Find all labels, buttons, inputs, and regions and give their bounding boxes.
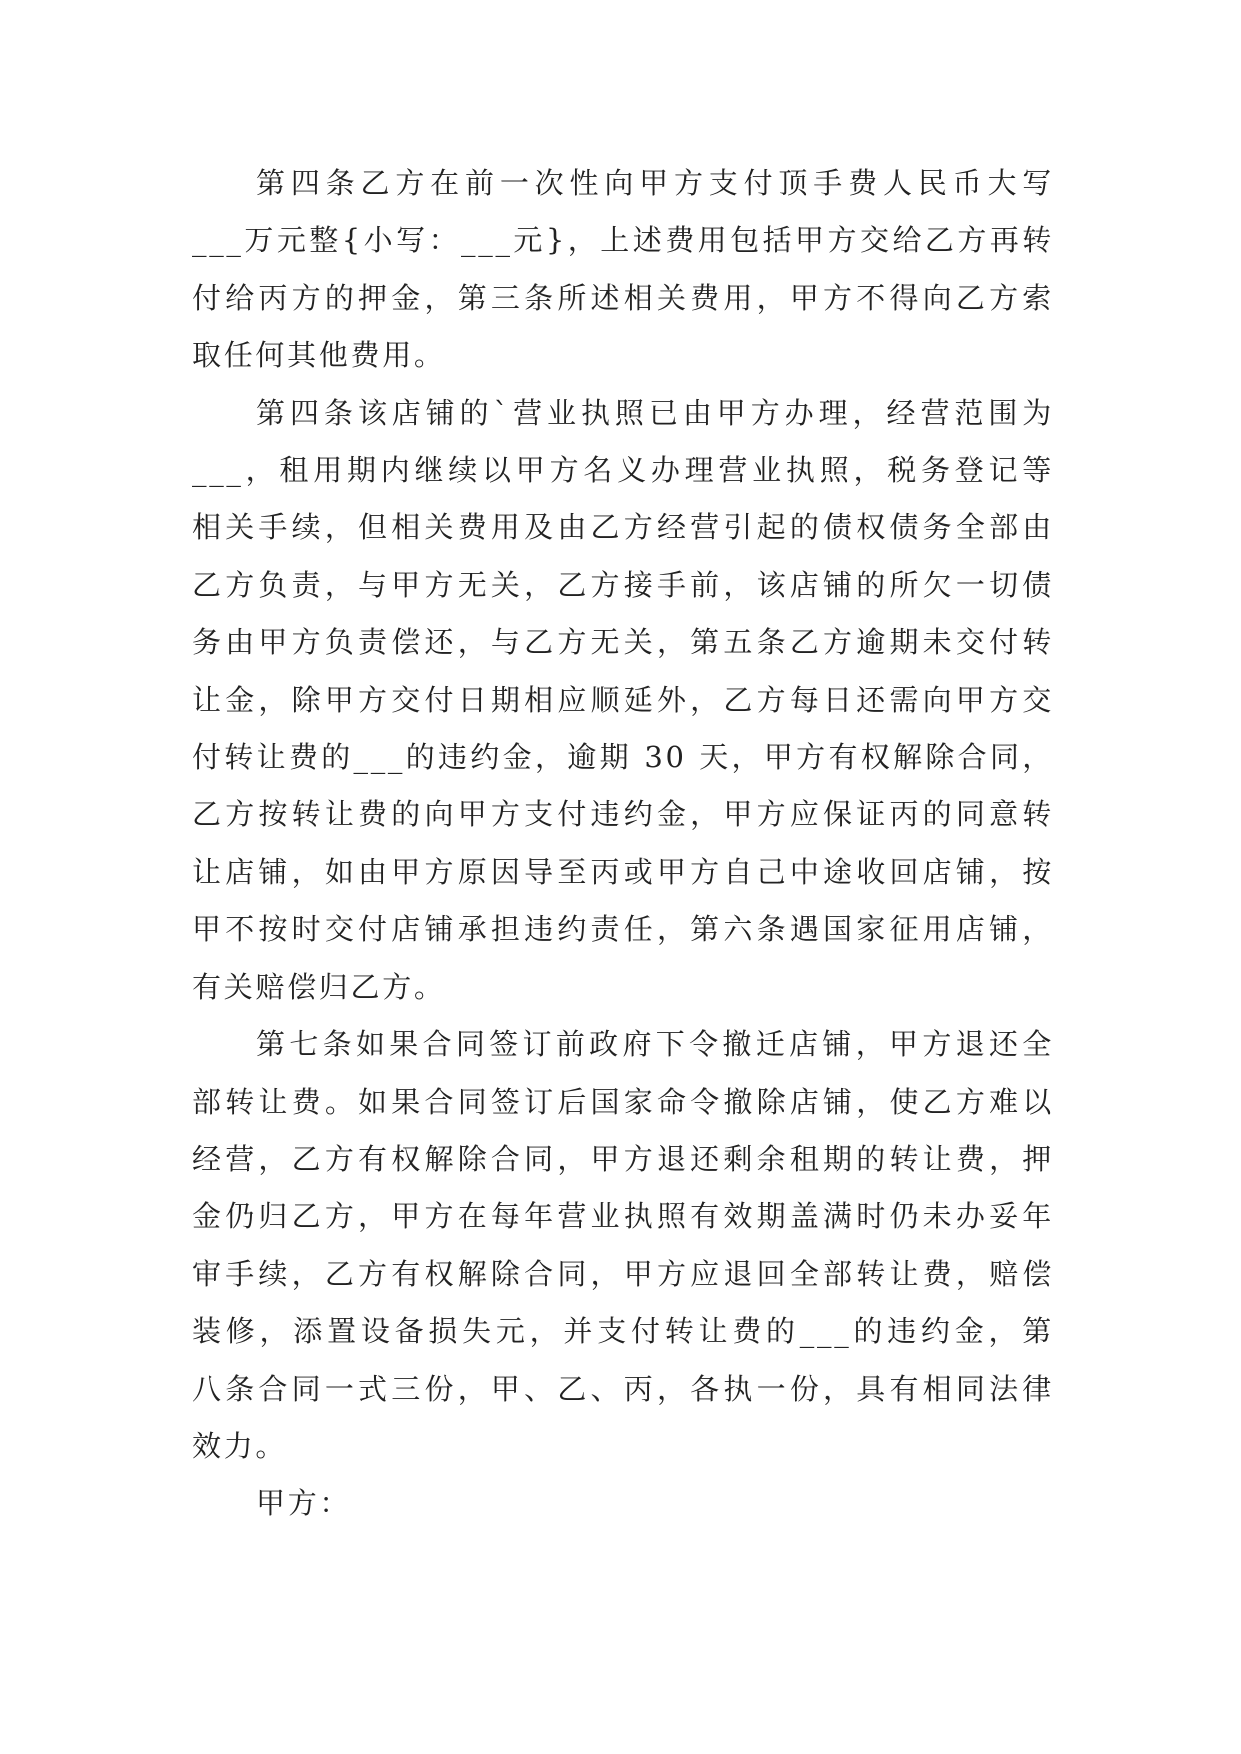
text-line: 付转让费的___的违约金，逾期 30 天，甲方有权解除合同， [192, 740, 1054, 775]
text-line: 有关赔偿归乙方。 [192, 969, 446, 1004]
text-line: 效力。 [192, 1428, 288, 1463]
paragraph-article-7 [192, 1016, 1054, 1475]
paragraph-article-4-license [192, 385, 1054, 1016]
text-line: 甲不按时交付店铺承担违约责任，第六条遇国家征用店铺， [192, 912, 1054, 947]
text-line: 金仍归乙方，甲方在每年营业执照有效期盖满时仍未办妥年 [192, 1199, 1054, 1234]
text-line: 第四条该店铺的`营业执照已由甲方办理，经营范围为 [256, 395, 1054, 430]
signature-party-a: 甲方： [256, 1486, 352, 1521]
text-line: 第四条乙方在前一次性向甲方支付顶手费人民币大写 [256, 166, 1054, 200]
text-line: 让金，除甲方交付日期相应顺延外，乙方每日还需向甲方交 [192, 682, 1054, 717]
text-line: 经营，乙方有权解除合同，甲方退还剩余租期的转让费，押 [192, 1141, 1054, 1176]
text-line: 让店铺，如由甲方原因导至丙或甲方自己中途收回店铺，按 [192, 854, 1054, 889]
text-line: 乙方负责，与甲方无关，乙方接手前，该店铺的所欠一切债 [192, 567, 1054, 602]
text-line: 第七条如果合同签订前政府下令撤迁店铺，甲方退还全 [256, 1027, 1054, 1062]
text-line: ___万元整{小写：___元}，上述费用包括甲方交给乙方再转 [192, 223, 1054, 258]
text-line: 取任何其他费用。 [192, 338, 446, 373]
text-line: ___，租用期内继续以甲方名义办理营业执照，税务登记等 [192, 453, 1054, 488]
paragraph-article-4-payment [192, 155, 1054, 385]
text-line: 相关手续，但相关费用及由乙方经营引起的债权债务全部由 [192, 510, 1054, 545]
text-line: 务由甲方负责偿还，与乙方无关，第五条乙方逾期未交付转 [192, 625, 1054, 660]
text-line: 付给丙方的押金，第三条所述相关费用，甲方不得向乙方索 [192, 280, 1054, 315]
text-line: 八条合同一式三份，甲、乙、丙，各执一份，具有相同法律 [192, 1371, 1054, 1406]
text-line: 装修，添置设备损失元，并支付转让费的___的违约金，第 [192, 1314, 1054, 1349]
text-line: 审手续，乙方有权解除合同，甲方应退回全部转让费，赔偿 [192, 1256, 1054, 1291]
text-line: 部转让费。如果合同签订后国家命令撤除店铺，使乙方难以 [192, 1084, 1054, 1119]
text-line: 乙方按转让费的向甲方支付违约金，甲方应保证丙的同意转 [192, 797, 1054, 832]
document-page [192, 155, 1054, 1533]
